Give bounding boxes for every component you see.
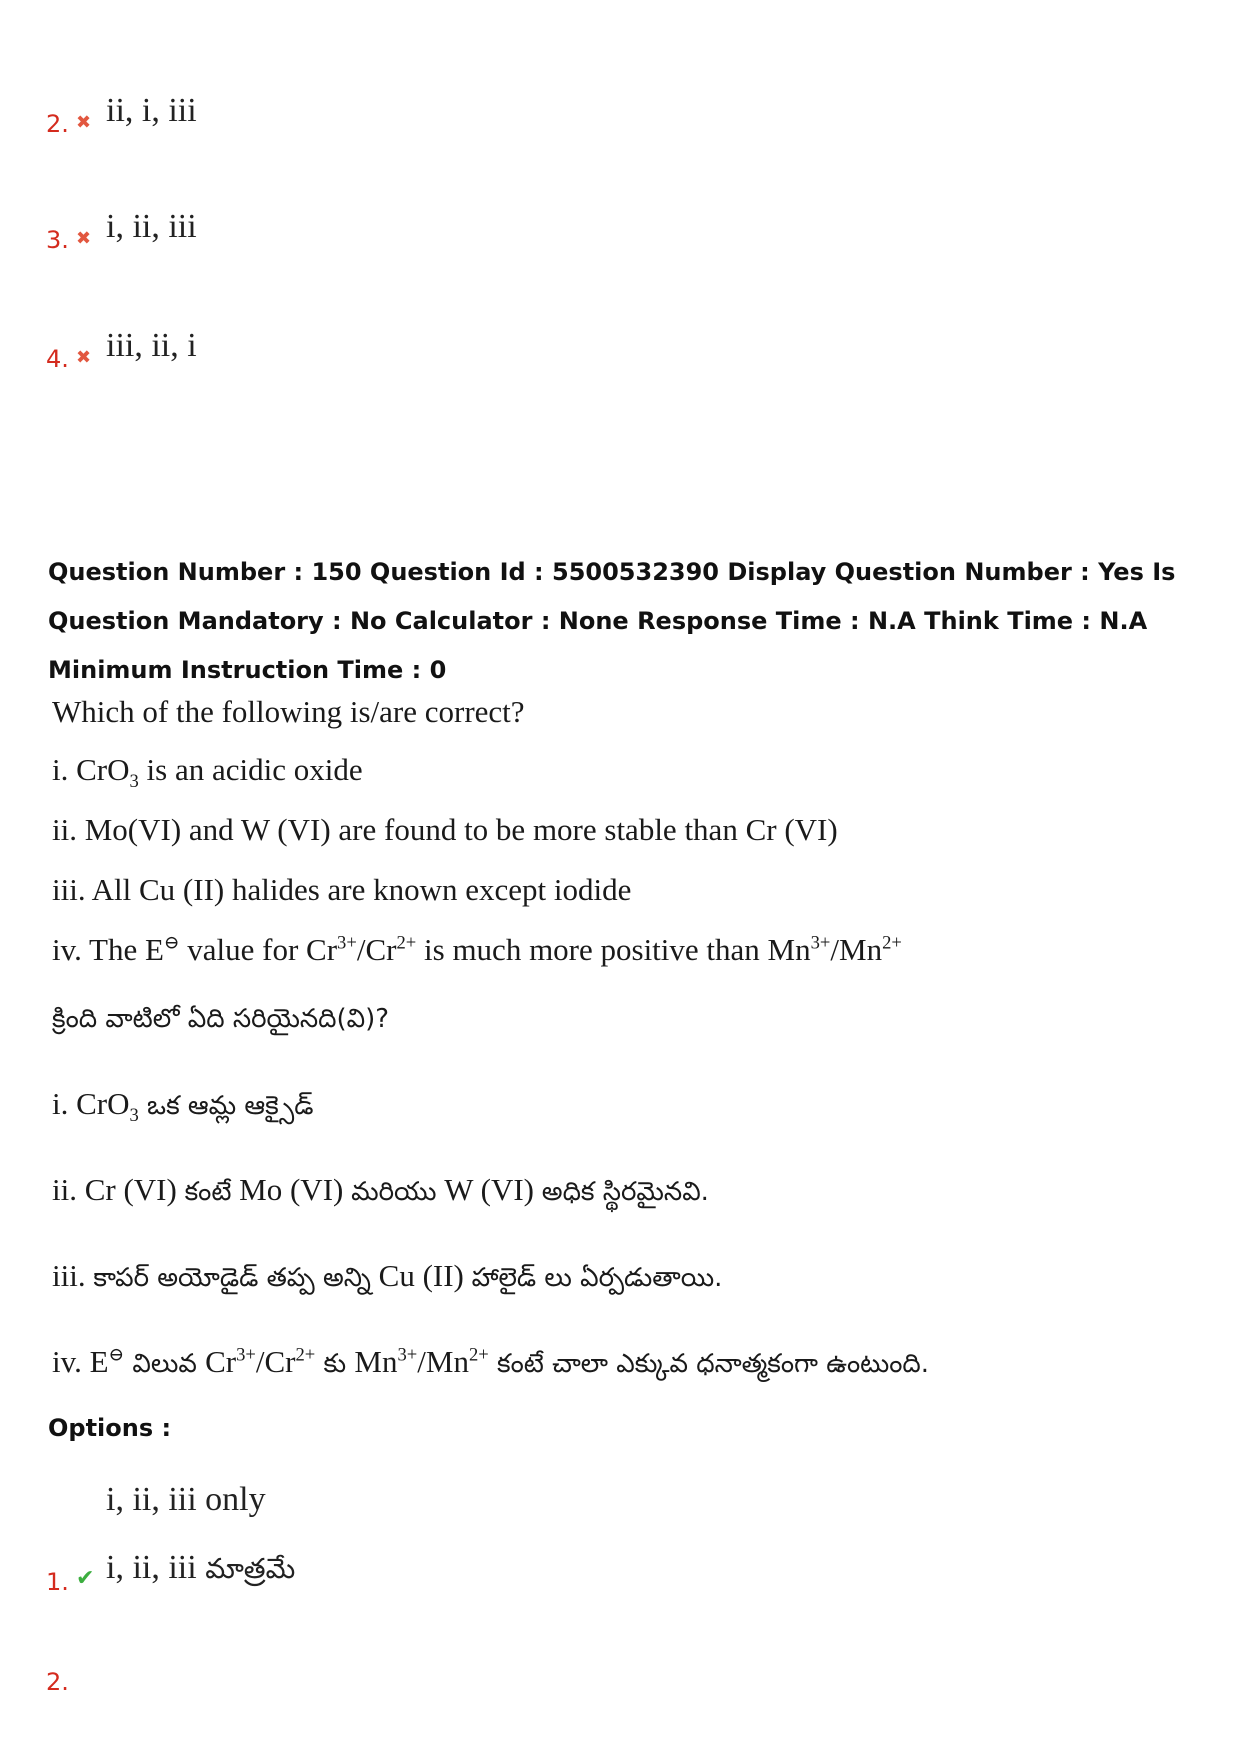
- option-text-te: i, ii, iii మాత్రమే: [106, 1549, 296, 1586]
- correct-icon: ✔: [76, 1566, 95, 1591]
- option-text: iii, ii, i: [106, 327, 197, 364]
- option-text: ii, i, iii: [106, 92, 197, 129]
- statement-4-en: iv. The E⊖ value for $Cr^{3+}/Cr^{2+}$ is much more positive than $Mn^{3+}/Mn^{2+}$: [52, 932, 902, 967]
- prev-option-3: [46, 208, 197, 254]
- option-number: 2.: [46, 1668, 69, 1696]
- options-label: Options :: [48, 1414, 172, 1442]
- statement-4-te: iv. E⊖ విలువ $Cr^{3+}/Cr^{2+}$ కు $Mn^{3+}/Mn^{2+}$ కంటే చాలా ఎక్కువ ధనాత్మకంగా ఉంటుంది.: [52, 1344, 930, 1379]
- statement-3-te: iii. కాపర్ అయోడైడ్ తప్ప అన్ని Cu (II) హాలైడ్ లు ఏర్పడుతాయి.: [52, 1258, 723, 1293]
- option-number: 2.: [46, 110, 69, 138]
- prev-option-2: [46, 92, 197, 138]
- option-number: 4.: [46, 345, 69, 373]
- wrong-icon: ✖: [76, 347, 92, 368]
- question-metadata: Question Number : 150 Question Id : 5500532390 Display Question Number : Yes Is Question Mandatory : No Calculator : None Response Time : N.A Think Time : N.A Minimum Instruction Time : 0: [48, 558, 1176, 684]
- option-text: [106, 1466, 295, 1603]
- option-number: 3.: [46, 226, 69, 254]
- option-number: 1.: [46, 1568, 69, 1596]
- question-prompt-en: Which of the following is/are correct?: [52, 694, 525, 729]
- option-text-en: i, ii, iii only: [106, 1481, 266, 1518]
- statement-2-en: ii. Mo(VI) and W (VI) are found to be more stable than Cr (VI): [52, 812, 838, 847]
- wrong-icon: ✖: [76, 228, 92, 249]
- option-2: [46, 1668, 76, 1696]
- option-text: i, ii, iii: [106, 208, 197, 245]
- statement-1-en: i. CrO$_3$ is an acidic oxide: [52, 752, 363, 793]
- statement-2-te: ii. Cr (VI) కంటే Mo (VI) మరియు W (VI) అధిక స్థిరమైనవి.: [52, 1172, 709, 1207]
- question-prompt-te: క్రింది వాటిలో ఏది సరియైనది(వి)?: [52, 1004, 390, 1034]
- wrong-icon: ✖: [76, 112, 92, 133]
- statement-1-te: i. CrO$_3$ ఒక ఆమ్ల ఆక్సైడ్: [52, 1086, 314, 1127]
- prev-option-4: [46, 327, 197, 373]
- option-1: [46, 1470, 295, 1603]
- statement-3-en: iii. All Cu (II) halides are known except iodide: [52, 872, 632, 907]
